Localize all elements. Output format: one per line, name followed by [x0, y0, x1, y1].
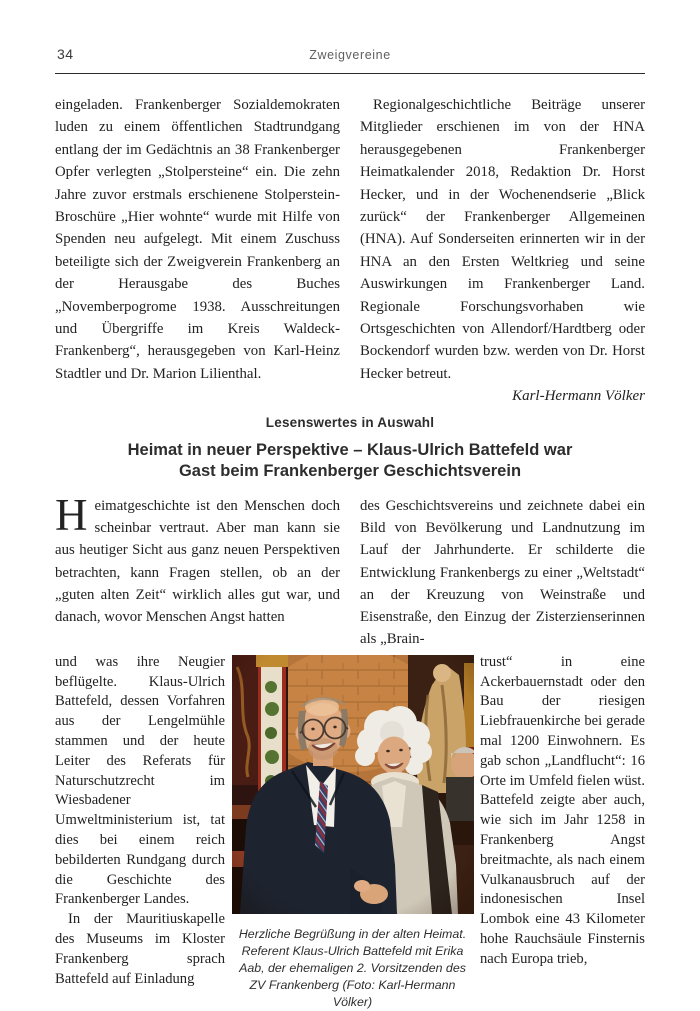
main-left-narrow-p1: und was ihre Neugier beflügelte. Klaus-Ulrich Battefeld, dessen Vorfahren aus der Lengelmühle stammen und der heute Leiter des Referats für Naturschutzrecht im Wiesbadener Umweltministerium ist, tat dies bei einem reich bebilderten Rundgang durch die Geschichte des Frankenberger Landes.	[55, 653, 225, 908]
main-left-wide-text: eimatgeschichte ist den Menschen doch scheinbar vertraut. Aber man kann sie aus heutiger Sicht aus ganz neuen Perspektiven betrachten, kann Fragen stellen, ob an der „guten alten Zeit“ wirklich alles gut war, und danach, wovor Menschen Angst hatten	[55, 497, 340, 626]
main-right-wide-column	[360, 495, 645, 651]
main-right-narrow-text: trust“ in eine Ackerbauernstadt oder den Bau der riesigen Liebfrauenkirche bei gerade mal 1200 Einwohnern. Es gab schon „Landflucht“: 16 Orte im Umfeld fielen wüst. Battefeld zeigte aber auch, wie sich im Jahr 1258 in Frankenberg Angst breitmachte, als nach einem Vulkanausbruch auf der indonesischen Insel Lombok eine 43 Kilometer hohe Rauchsäule Finsternis nach Europa trieb,	[480, 653, 645, 967]
main-article-photo-row	[55, 653, 645, 1011]
top-right-paragraph: Regionalgeschichtliche Beiträge unserer Mitglieder erschienen im von der HNA herausgegebenen Frankenberger Heimatkalender 2018, Redaktion Dr. Horst Hecker, und in der Wochenendserie „Blick zurück“ der Frankenberger Allgemeinen (HNA). Auf Sonderseiten erinnerten wir in der HNA an den Ersten Weltkrieg und seine Auswirkungen im Frankenberger Land. Regionale Forschungsvorhaben wie Ortsgeschichten von Allendorf/Hardtberg oder Bockendorf wurden bzw. werden von Dr. Horst Hecker betreut.	[360, 97, 645, 382]
author-signature: Karl-Hermann Völker	[512, 388, 645, 405]
magazine-page	[55, 0, 645, 1011]
main-left-narrow-column	[55, 653, 225, 1011]
article-title	[55, 440, 645, 483]
photo-vignette	[232, 655, 474, 914]
photo-block	[230, 653, 476, 1011]
top-left-paragraph: eingeladen. Frankenberger Sozialdemokraten luden zu einem öffentlichen Stadtrundgang entlang der im Gedächtnis an 38 Frankenberger Opfer verlegten „Stolpersteine“ ein. Die zehn Jahre zuvor erstmals erschienene Stolperstein-Broschüre „Hier wohnte“ wurde mit Hilfe von Spenden neu aufgelegt. Mit einem Zuschuss beteiligte sich der Zweigverein Frankenberg an der Herausgabe des Buches „Novemberpogrome 1938. Ausschreitungen und Übergriffe im Kreis Waldeck-Frankenberg“, herausgegeben von Karl-Heinz Stadtler und Dr. Marion Lilienthal.	[55, 97, 340, 382]
page-number: 34	[57, 46, 74, 62]
article-title-line2: Gast beim Frankenberger Geschichtsverein	[178, 462, 522, 481]
main-right-narrow-column	[480, 653, 645, 1011]
running-head-title: Zweigvereine	[309, 48, 391, 62]
top-article	[55, 94, 645, 408]
photo-caption: Herzliche Begrüßung in der alten Heimat. Referent Klaus-Ulrich Battefeld mit Erika Aab, der ehemaligen 2. Vorsitzenden des ZV Frankenberg (Foto: Karl-Hermann Völker)	[238, 926, 467, 1009]
top-article-right-column	[360, 94, 645, 408]
main-left-opening	[55, 489, 340, 629]
top-article-left-column	[55, 94, 340, 408]
main-right-wide-text: des Geschichtsvereins und zeichnete dabei ein Bild von Bevölkerung und Landnutzung im Lauf der Jahrhunderte. Er schilderte die Entwicklung Frankenbergs zu einer „Weltstadt“ an der Kreuzung von Weinstraße und Eisenstraße, den Einzug der Zisterzienserinnen als „Brain-	[360, 497, 645, 648]
drop-cap: H	[55, 489, 88, 540]
article-title-line1: Heimat in neuer Perspektive – Klaus-Ulrich Battefeld war	[127, 440, 573, 459]
photo	[232, 655, 474, 914]
running-head	[55, 46, 645, 74]
main-left-narrow-p2: In der Mauritiuskapelle des Museums im Kloster Frankenberg sprach Battefeld auf Einladung	[55, 911, 225, 987]
main-article-wide	[55, 489, 645, 651]
main-left-wide-column	[55, 489, 340, 651]
section-kicker: Lesenswertes in Auswahl	[265, 414, 435, 430]
